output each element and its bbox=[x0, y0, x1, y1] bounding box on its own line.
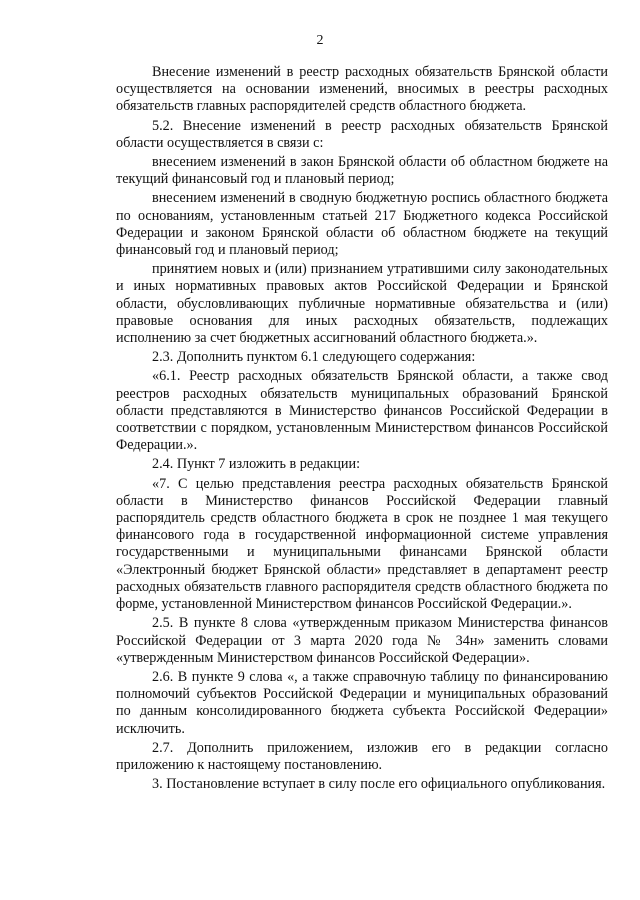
document-body bbox=[116, 64, 608, 793]
paragraph-3: 3. Постановление вступает в силу после его официального опубликования. bbox=[152, 776, 606, 793]
paragraph-2-3: 2.3. Дополнить пунктом 6.1 следующего содержания: bbox=[152, 349, 476, 366]
paragraph-6-1: «6.1. Реестр расходных обязательств Брянской области, а также свод реестров расходных обязательств муниципальных образований Брянской области представляются в Министерство финансов Российской Федерации в соответствии с порядком, установленным Министерством финансов Российской Федерации.». bbox=[116, 368, 608, 454]
paragraph-7: «7. С целью представления реестра расходных обязательств Брянской области в Министерство финансов Российской Федерации главный распорядитель средств областного бюджета в срок не позднее 1 мая текущего финансового года в государственной информационной системе управления государственными и муниципальными финансами Брянской области «Электронный бюджет Брянской области» представляет в департамент реестр расходных обязательств главного распорядителя средств областного бюджета по форме, установленной Министерством финансов Российской Федерации.». bbox=[116, 475, 608, 613]
paragraph-5-2-item-1: внесением изменений в закон Брянской области об областном бюджете на текущий финансовый год и плановый период; bbox=[116, 154, 608, 188]
paragraph-2-5: 2.5. В пункте 8 слова «утвержденным приказом Министерства финансов Российской Федерации от 3 марта 2020 года № 34н» заменить словами «утвержденным Министерством финансов Российской Федерации». bbox=[116, 615, 608, 666]
page-number: 2 bbox=[316, 33, 324, 48]
paragraph-5-2-item-2: внесением изменений в сводную бюджетную роспись областного бюджета по основаниям, установленным статьей 217 Бюджетного кодекса Российской Федерации и законом Брянской области об областном бюджете на текущий финансовый год и плановый период; bbox=[116, 190, 608, 259]
paragraph-2-6: 2.6. В пункте 9 слова «, а также справочную таблицу по финансированию полномочий субъектов Российской Федерации и муниципальных образований по данным консолидированного бюджета субъекта Российской Федерации» исключить. bbox=[116, 668, 608, 737]
paragraph-intro: Внесение изменений в реестр расходных обязательств Брянской области осуществляется на основании изменений, вносимых в реестры расходных обязательств главных распорядителей средств областного бюджета. bbox=[116, 64, 608, 115]
paragraph-5-2: 5.2. Внесение изменений в реестр расходных обязательств Брянской области осуществляется в связи с: bbox=[116, 117, 608, 151]
paragraph-2-4: 2.4. Пункт 7 изложить в редакции: bbox=[152, 456, 361, 473]
paragraph-2-7: 2.7. Дополнить приложением, изложив его в редакции согласно приложению к настоящему постановлению. bbox=[116, 739, 608, 773]
paragraph-5-2-item-3: принятием новых и (или) признанием утратившими силу законодательных и иных нормативных правовых актов Российской Федерации и Брянской области, обусловливающих публичные нормативные обязательства и (или) правовые основания для иных расходных обязательств, подлежащих исполнению за счет бюджетных ассигнований областного бюджета.». bbox=[116, 261, 608, 347]
